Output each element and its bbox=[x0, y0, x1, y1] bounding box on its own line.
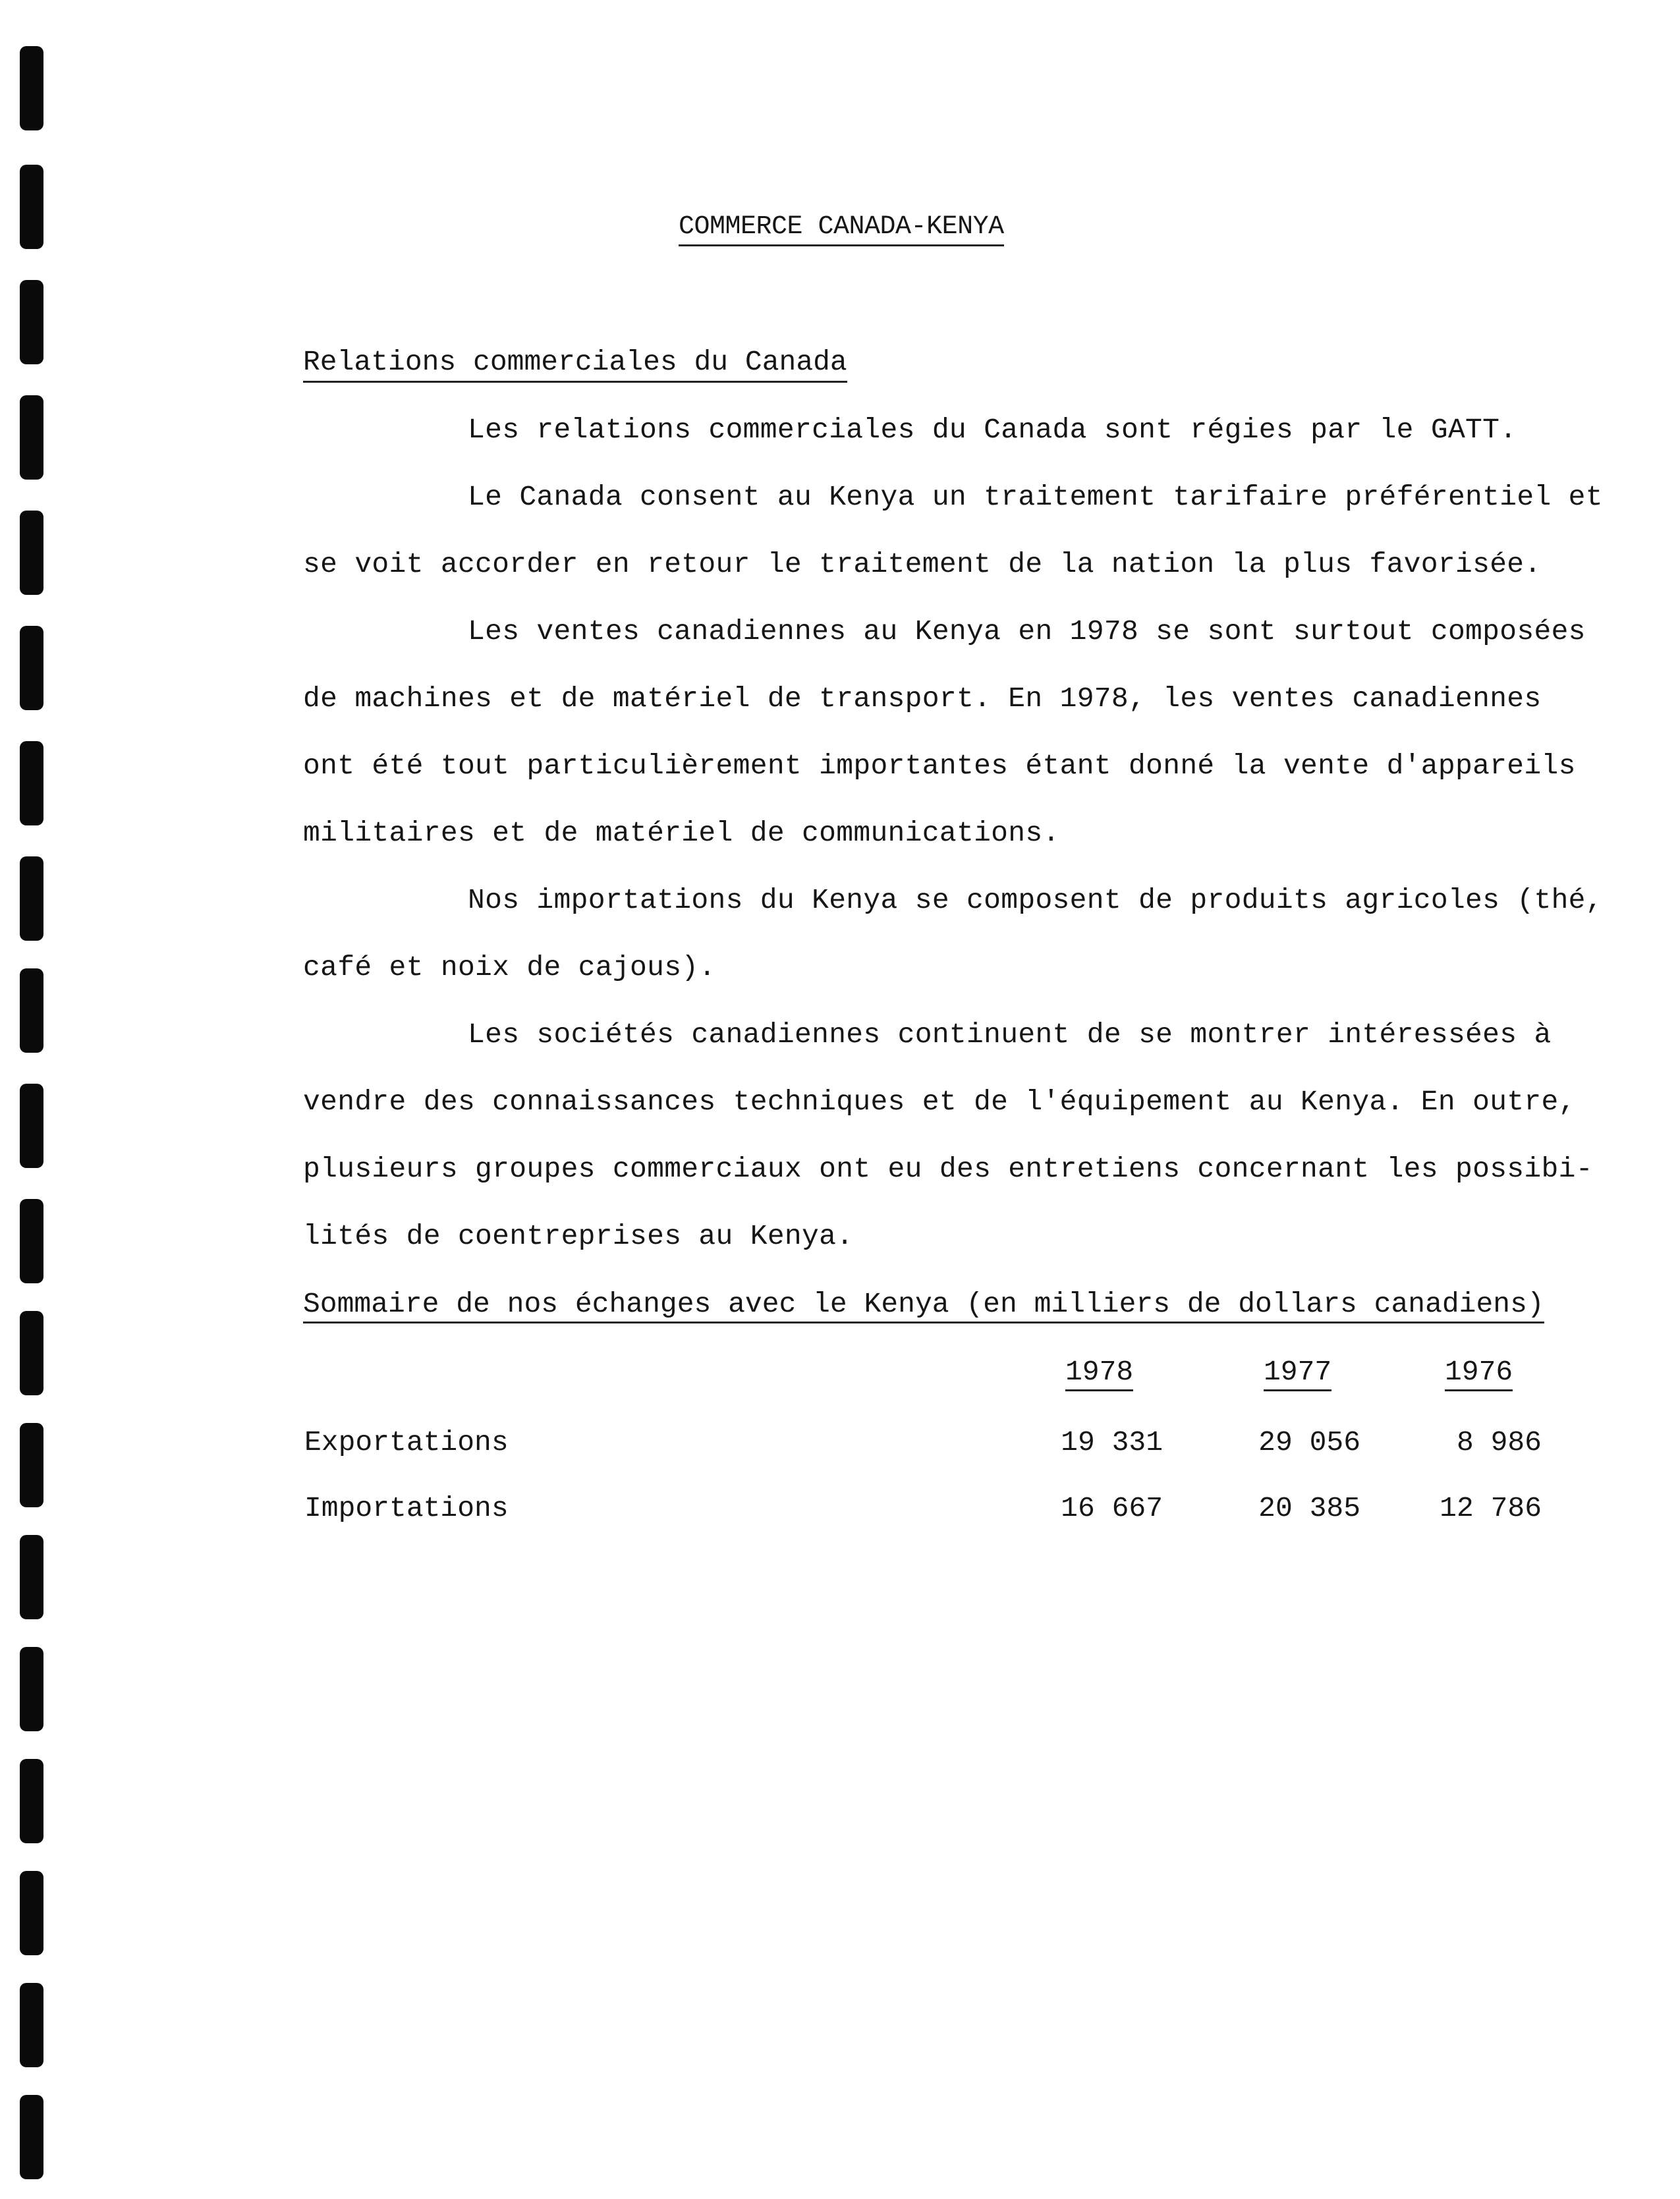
binder-hole bbox=[20, 1647, 43, 1731]
table-row-label: Importations bbox=[304, 1492, 509, 1524]
binder-hole bbox=[20, 395, 43, 480]
year-column-header: 1978 bbox=[1065, 1356, 1133, 1391]
binder-hole bbox=[20, 1311, 43, 1395]
paragraph-line: plusieurs groupes commerciaux ont eu des entretiens concernant les possibi- bbox=[303, 1153, 1593, 1185]
binder-hole bbox=[20, 280, 43, 364]
table-cell: 16 667 bbox=[1061, 1492, 1163, 1524]
binder-hole bbox=[20, 1084, 43, 1168]
binder-hole bbox=[20, 1535, 43, 1619]
section-heading: Relations commerciales du Canada bbox=[303, 346, 847, 383]
binder-hole bbox=[20, 2095, 43, 2179]
table-cell: 8 986 bbox=[1456, 1426, 1542, 1459]
year-column-header: 1976 bbox=[1445, 1356, 1513, 1391]
table-cell: 20 385 bbox=[1258, 1492, 1360, 1524]
page-title: COMMERCE CANADA-KENYA bbox=[679, 212, 1004, 246]
summary-table-heading: Sommaire de nos échanges avec le Kenya (en milliers de dollars canadiens) bbox=[303, 1288, 1544, 1323]
binder-hole bbox=[20, 741, 43, 825]
binder-hole bbox=[20, 1199, 43, 1283]
table-cell: 19 331 bbox=[1061, 1426, 1163, 1459]
paragraph-line: café et noix de cajous). bbox=[303, 951, 716, 984]
binder-hole bbox=[20, 1871, 43, 1955]
paragraph-line: Nos importations du Kenya se composent de produits agricoles (thé, bbox=[468, 884, 1603, 916]
paragraph-line: militaires et de matériel de communications. bbox=[303, 817, 1060, 849]
paragraph-line: Les sociétés canadiennes continuent de se montrer intéressées à bbox=[468, 1018, 1552, 1051]
paragraph-line: Les relations commerciales du Canada sont régies par le GATT. bbox=[468, 414, 1517, 446]
binder-hole bbox=[20, 626, 43, 710]
binder-hole bbox=[20, 1983, 43, 2067]
binder-holes bbox=[20, 46, 46, 2181]
paragraph-line: Le Canada consent au Kenya un traitement tarifaire préférentiel et bbox=[468, 481, 1603, 513]
binder-hole bbox=[20, 165, 43, 249]
binder-hole bbox=[20, 1423, 43, 1507]
paragraph-line: de machines et de matériel de transport. En 1978, les ventes canadiennes bbox=[303, 682, 1542, 715]
paragraph-line: Les ventes canadiennes au Kenya en 1978 se sont surtout composées bbox=[468, 615, 1586, 648]
paragraph-line: lités de coentreprises au Kenya. bbox=[303, 1220, 854, 1252]
paragraph-line: ont été tout particulièrement importantes étant donné la vente d'appareils bbox=[303, 750, 1576, 782]
binder-hole bbox=[20, 46, 43, 130]
binder-hole bbox=[20, 1759, 43, 1843]
table-cell: 29 056 bbox=[1258, 1426, 1360, 1459]
table-row-label: Exportations bbox=[304, 1426, 509, 1459]
binder-hole bbox=[20, 968, 43, 1053]
paragraph-line: vendre des connaissances techniques et de l'équipement au Kenya. En outre, bbox=[303, 1086, 1576, 1118]
paragraph-line: se voit accorder en retour le traitement de la nation la plus favorisée. bbox=[303, 548, 1542, 580]
binder-hole bbox=[20, 856, 43, 941]
table-cell: 12 786 bbox=[1440, 1492, 1542, 1524]
binder-hole bbox=[20, 511, 43, 595]
year-column-header: 1977 bbox=[1264, 1356, 1331, 1391]
